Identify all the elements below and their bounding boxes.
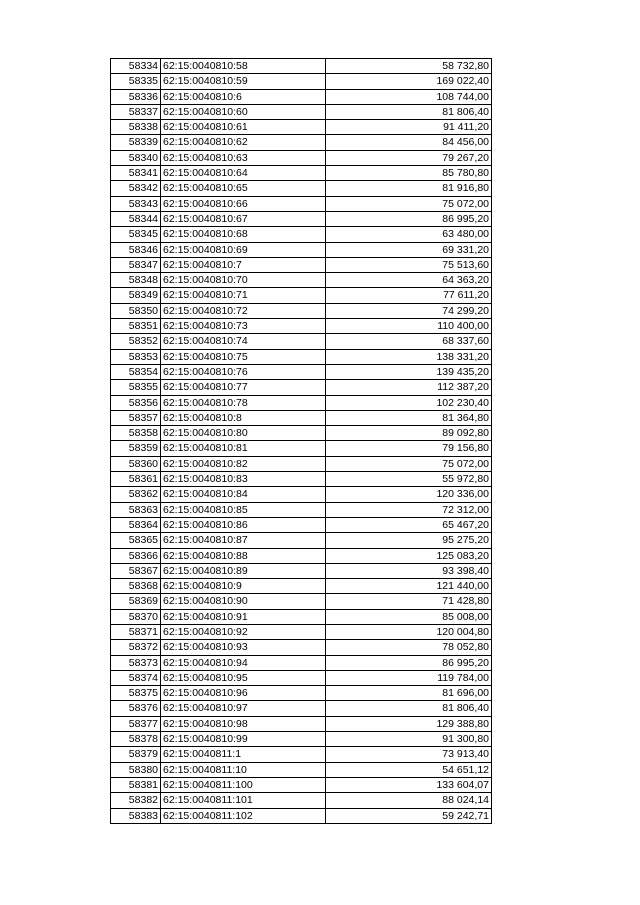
row-number-cell: 58350 bbox=[111, 303, 161, 318]
row-number-cell: 58371 bbox=[111, 624, 161, 639]
cadastral-number-cell: 62:15:0040810:92 bbox=[161, 624, 326, 639]
table-row bbox=[111, 135, 492, 150]
row-number-cell: 58339 bbox=[111, 135, 161, 150]
row-number-cell: 58337 bbox=[111, 104, 161, 119]
table-row bbox=[111, 196, 492, 211]
table-row bbox=[111, 624, 492, 639]
table-row bbox=[111, 563, 492, 578]
cadastral-value-cell: 74 299,20 bbox=[326, 303, 492, 318]
row-number-cell: 58361 bbox=[111, 472, 161, 487]
cadastral-value-cell: 75 072,00 bbox=[326, 196, 492, 211]
cadastral-number-cell: 62:15:0040810:73 bbox=[161, 319, 326, 334]
table-row bbox=[111, 472, 492, 487]
cadastral-number-cell: 62:15:0040810:77 bbox=[161, 380, 326, 395]
table-row bbox=[111, 594, 492, 609]
row-number-cell: 58383 bbox=[111, 808, 161, 823]
row-number-cell: 58362 bbox=[111, 487, 161, 502]
cadastral-value-cell: 79 156,80 bbox=[326, 441, 492, 456]
table-row bbox=[111, 808, 492, 823]
table-row bbox=[111, 74, 492, 89]
table-row bbox=[111, 777, 492, 792]
cadastral-number-cell: 62:15:0040810:74 bbox=[161, 334, 326, 349]
row-number-cell: 58340 bbox=[111, 150, 161, 165]
row-number-cell: 58366 bbox=[111, 548, 161, 563]
table-row bbox=[111, 609, 492, 624]
cadastral-value-cell: 133 604,07 bbox=[326, 777, 492, 792]
cadastral-value-cell: 93 398,40 bbox=[326, 563, 492, 578]
cadastral-value-cell: 58 732,80 bbox=[326, 59, 492, 74]
table-row bbox=[111, 242, 492, 257]
row-number-cell: 58378 bbox=[111, 732, 161, 747]
cadastral-value-cell: 112 387,20 bbox=[326, 380, 492, 395]
cadastral-value-cell: 129 388,80 bbox=[326, 716, 492, 731]
table-row bbox=[111, 104, 492, 119]
table-row bbox=[111, 732, 492, 747]
table-row bbox=[111, 150, 492, 165]
cadastral-number-cell: 62:15:0040810:83 bbox=[161, 472, 326, 487]
cadastral-value-cell: 55 972,80 bbox=[326, 472, 492, 487]
table-row bbox=[111, 517, 492, 532]
cadastral-value-cell: 63 480,00 bbox=[326, 227, 492, 242]
row-number-cell: 58367 bbox=[111, 563, 161, 578]
row-number-cell: 58365 bbox=[111, 533, 161, 548]
cadastral-value-cell: 81 364,80 bbox=[326, 410, 492, 425]
cadastral-value-cell: 77 611,20 bbox=[326, 288, 492, 303]
cadastral-value-cell: 64 363,20 bbox=[326, 273, 492, 288]
row-number-cell: 58354 bbox=[111, 364, 161, 379]
cadastral-value-cell: 75 513,60 bbox=[326, 257, 492, 272]
table-row bbox=[111, 701, 492, 716]
row-number-cell: 58346 bbox=[111, 242, 161, 257]
table-row bbox=[111, 502, 492, 517]
cadastral-number-cell: 62:15:0040810:93 bbox=[161, 640, 326, 655]
row-number-cell: 58376 bbox=[111, 701, 161, 716]
row-number-cell: 58356 bbox=[111, 395, 161, 410]
row-number-cell: 58353 bbox=[111, 349, 161, 364]
cadastral-number-cell: 62:15:0040810:75 bbox=[161, 349, 326, 364]
cadastral-number-cell: 62:15:0040810:96 bbox=[161, 686, 326, 701]
cadastral-number-cell: 62:15:0040810:67 bbox=[161, 211, 326, 226]
table-row bbox=[111, 716, 492, 731]
cadastral-number-cell: 62:15:0040810:72 bbox=[161, 303, 326, 318]
row-number-cell: 58336 bbox=[111, 89, 161, 104]
table-row bbox=[111, 579, 492, 594]
row-number-cell: 58372 bbox=[111, 640, 161, 655]
cadastral-number-cell: 62:15:0040810:99 bbox=[161, 732, 326, 747]
table-row bbox=[111, 762, 492, 777]
cadastral-value-cell: 120 336,00 bbox=[326, 487, 492, 502]
row-number-cell: 58355 bbox=[111, 380, 161, 395]
row-number-cell: 58338 bbox=[111, 120, 161, 135]
table-row bbox=[111, 120, 492, 135]
row-number-cell: 58370 bbox=[111, 609, 161, 624]
cadastral-number-cell: 62:15:0040810:66 bbox=[161, 196, 326, 211]
table-row bbox=[111, 319, 492, 334]
cadastral-value-cell: 91 300,80 bbox=[326, 732, 492, 747]
table-row bbox=[111, 747, 492, 762]
cadastral-value-cell: 68 337,60 bbox=[326, 334, 492, 349]
table-row bbox=[111, 640, 492, 655]
table-row bbox=[111, 410, 492, 425]
cadastral-number-cell: 62:15:0040810:62 bbox=[161, 135, 326, 150]
table-row bbox=[111, 456, 492, 471]
cadastral-number-cell: 62:15:0040810:85 bbox=[161, 502, 326, 517]
cadastral-number-cell: 62:15:0040810:63 bbox=[161, 150, 326, 165]
cadastral-value-cell: 81 696,00 bbox=[326, 686, 492, 701]
table-row bbox=[111, 670, 492, 685]
row-number-cell: 58351 bbox=[111, 319, 161, 334]
table-row bbox=[111, 686, 492, 701]
row-number-cell: 58364 bbox=[111, 517, 161, 532]
table-row bbox=[111, 548, 492, 563]
row-number-cell: 58343 bbox=[111, 196, 161, 211]
row-number-cell: 58368 bbox=[111, 579, 161, 594]
cadastral-value-cell: 85 780,80 bbox=[326, 166, 492, 181]
row-number-cell: 58359 bbox=[111, 441, 161, 456]
cadastral-value-cell: 81 806,40 bbox=[326, 104, 492, 119]
cadastral-number-cell: 62:15:0040810:76 bbox=[161, 364, 326, 379]
table-row bbox=[111, 166, 492, 181]
cadastral-number-cell: 62:15:0040810:94 bbox=[161, 655, 326, 670]
table-row bbox=[111, 227, 492, 242]
cadastral-value-cell: 75 072,00 bbox=[326, 456, 492, 471]
cadastral-number-cell: 62:15:0040810:69 bbox=[161, 242, 326, 257]
cadastral-number-cell: 62:15:0040810:87 bbox=[161, 533, 326, 548]
cadastral-value-cell: 88 024,14 bbox=[326, 793, 492, 808]
cadastral-value-cell: 121 440,00 bbox=[326, 579, 492, 594]
row-number-cell: 58369 bbox=[111, 594, 161, 609]
row-number-cell: 58335 bbox=[111, 74, 161, 89]
cadastral-number-cell: 62:15:0040810:84 bbox=[161, 487, 326, 502]
row-number-cell: 58377 bbox=[111, 716, 161, 731]
table-row bbox=[111, 59, 492, 74]
cadastral-value-cell: 86 995,20 bbox=[326, 655, 492, 670]
cadastral-value-cell: 84 456,00 bbox=[326, 135, 492, 150]
cadastral-value-cell: 81 806,40 bbox=[326, 701, 492, 716]
cadastral-value-cell: 81 916,80 bbox=[326, 181, 492, 196]
cadastral-value-cell: 108 744,00 bbox=[326, 89, 492, 104]
cadastral-number-cell: 62:15:0040810:97 bbox=[161, 701, 326, 716]
cadastral-number-cell: 62:15:0040810:9 bbox=[161, 579, 326, 594]
row-number-cell: 58380 bbox=[111, 762, 161, 777]
cadastral-value-cell: 169 022,40 bbox=[326, 74, 492, 89]
row-number-cell: 58360 bbox=[111, 456, 161, 471]
cadastral-number-cell: 62:15:0040810:59 bbox=[161, 74, 326, 89]
table-row bbox=[111, 257, 492, 272]
row-number-cell: 58373 bbox=[111, 655, 161, 670]
row-number-cell: 58344 bbox=[111, 211, 161, 226]
cadastral-number-cell: 62:15:0040811:10 bbox=[161, 762, 326, 777]
cadastral-number-cell: 62:15:0040810:58 bbox=[161, 59, 326, 74]
row-number-cell: 58363 bbox=[111, 502, 161, 517]
cadastral-number-cell: 62:15:0040810:6 bbox=[161, 89, 326, 104]
cadastral-number-cell: 62:15:0040810:68 bbox=[161, 227, 326, 242]
cadastral-value-cell: 139 435,20 bbox=[326, 364, 492, 379]
table-row bbox=[111, 395, 492, 410]
row-number-cell: 58357 bbox=[111, 410, 161, 425]
row-number-cell: 58347 bbox=[111, 257, 161, 272]
cadastral-value-cell: 110 400,00 bbox=[326, 319, 492, 334]
table-row bbox=[111, 211, 492, 226]
table-row bbox=[111, 426, 492, 441]
row-number-cell: 58379 bbox=[111, 747, 161, 762]
row-number-cell: 58381 bbox=[111, 777, 161, 792]
cadastral-value-cell: 91 411,20 bbox=[326, 120, 492, 135]
table-row bbox=[111, 793, 492, 808]
cadastral-value-cell: 89 092,80 bbox=[326, 426, 492, 441]
cadastral-number-cell: 62:15:0040810:64 bbox=[161, 166, 326, 181]
cadastral-value-cell: 120 004,80 bbox=[326, 624, 492, 639]
cadastral-value-cell: 138 331,20 bbox=[326, 349, 492, 364]
cadastral-number-cell: 62:15:0040810:78 bbox=[161, 395, 326, 410]
cadastral-number-cell: 62:15:0040810:90 bbox=[161, 594, 326, 609]
cadastral-value-cell: 65 467,20 bbox=[326, 517, 492, 532]
row-number-cell: 58375 bbox=[111, 686, 161, 701]
cadastral-value-cell: 59 242,71 bbox=[326, 808, 492, 823]
row-number-cell: 58349 bbox=[111, 288, 161, 303]
cadastral-value-cell: 102 230,40 bbox=[326, 395, 492, 410]
cadastral-number-cell: 62:15:0040810:89 bbox=[161, 563, 326, 578]
cadastral-number-cell: 62:15:0040810:95 bbox=[161, 670, 326, 685]
cadastral-number-cell: 62:15:0040811:102 bbox=[161, 808, 326, 823]
cadastral-value-cell: 79 267,20 bbox=[326, 150, 492, 165]
table-row bbox=[111, 655, 492, 670]
cadastral-value-cell: 71 428,80 bbox=[326, 594, 492, 609]
cadastral-value-cell: 69 331,20 bbox=[326, 242, 492, 257]
table-row bbox=[111, 487, 492, 502]
cadastral-value-cell: 73 913,40 bbox=[326, 747, 492, 762]
cadastral-value-table bbox=[110, 58, 492, 824]
cadastral-number-cell: 62:15:0040810:80 bbox=[161, 426, 326, 441]
cadastral-number-cell: 62:15:0040810:98 bbox=[161, 716, 326, 731]
cadastral-value-cell: 95 275,20 bbox=[326, 533, 492, 548]
row-number-cell: 58352 bbox=[111, 334, 161, 349]
table-row bbox=[111, 533, 492, 548]
row-number-cell: 58382 bbox=[111, 793, 161, 808]
cadastral-value-cell: 78 052,80 bbox=[326, 640, 492, 655]
table-row bbox=[111, 288, 492, 303]
row-number-cell: 58345 bbox=[111, 227, 161, 242]
cadastral-value-cell: 54 651,12 bbox=[326, 762, 492, 777]
cadastral-number-cell: 62:15:0040810:91 bbox=[161, 609, 326, 624]
cadastral-number-cell: 62:15:0040811:101 bbox=[161, 793, 326, 808]
cadastral-number-cell: 62:15:0040811:1 bbox=[161, 747, 326, 762]
cadastral-number-cell: 62:15:0040810:70 bbox=[161, 273, 326, 288]
row-number-cell: 58342 bbox=[111, 181, 161, 196]
cadastral-number-cell: 62:15:0040810:71 bbox=[161, 288, 326, 303]
cadastral-number-cell: 62:15:0040810:81 bbox=[161, 441, 326, 456]
cadastral-number-cell: 62:15:0040810:8 bbox=[161, 410, 326, 425]
table-row bbox=[111, 349, 492, 364]
table-row bbox=[111, 273, 492, 288]
cadastral-value-cell: 85 008,00 bbox=[326, 609, 492, 624]
cadastral-number-cell: 62:15:0040810:88 bbox=[161, 548, 326, 563]
table-row bbox=[111, 334, 492, 349]
cadastral-number-cell: 62:15:0040810:65 bbox=[161, 181, 326, 196]
row-number-cell: 58334 bbox=[111, 59, 161, 74]
row-number-cell: 58341 bbox=[111, 166, 161, 181]
table-row bbox=[111, 441, 492, 456]
cadastral-number-cell: 62:15:0040810:7 bbox=[161, 257, 326, 272]
cadastral-number-cell: 62:15:0040810:86 bbox=[161, 517, 326, 532]
table-row bbox=[111, 181, 492, 196]
cadastral-number-cell: 62:15:0040811:100 bbox=[161, 777, 326, 792]
cadastral-value-cell: 119 784,00 bbox=[326, 670, 492, 685]
table-row bbox=[111, 364, 492, 379]
cadastral-number-cell: 62:15:0040810:82 bbox=[161, 456, 326, 471]
table-row bbox=[111, 89, 492, 104]
cadastral-value-cell: 72 312,00 bbox=[326, 502, 492, 517]
row-number-cell: 58348 bbox=[111, 273, 161, 288]
table-body bbox=[111, 59, 492, 824]
cadastral-value-cell: 125 083,20 bbox=[326, 548, 492, 563]
row-number-cell: 58374 bbox=[111, 670, 161, 685]
cadastral-number-cell: 62:15:0040810:61 bbox=[161, 120, 326, 135]
cadastral-number-cell: 62:15:0040810:60 bbox=[161, 104, 326, 119]
row-number-cell: 58358 bbox=[111, 426, 161, 441]
table-row bbox=[111, 303, 492, 318]
table-row bbox=[111, 380, 492, 395]
cadastral-value-cell: 86 995,20 bbox=[326, 211, 492, 226]
